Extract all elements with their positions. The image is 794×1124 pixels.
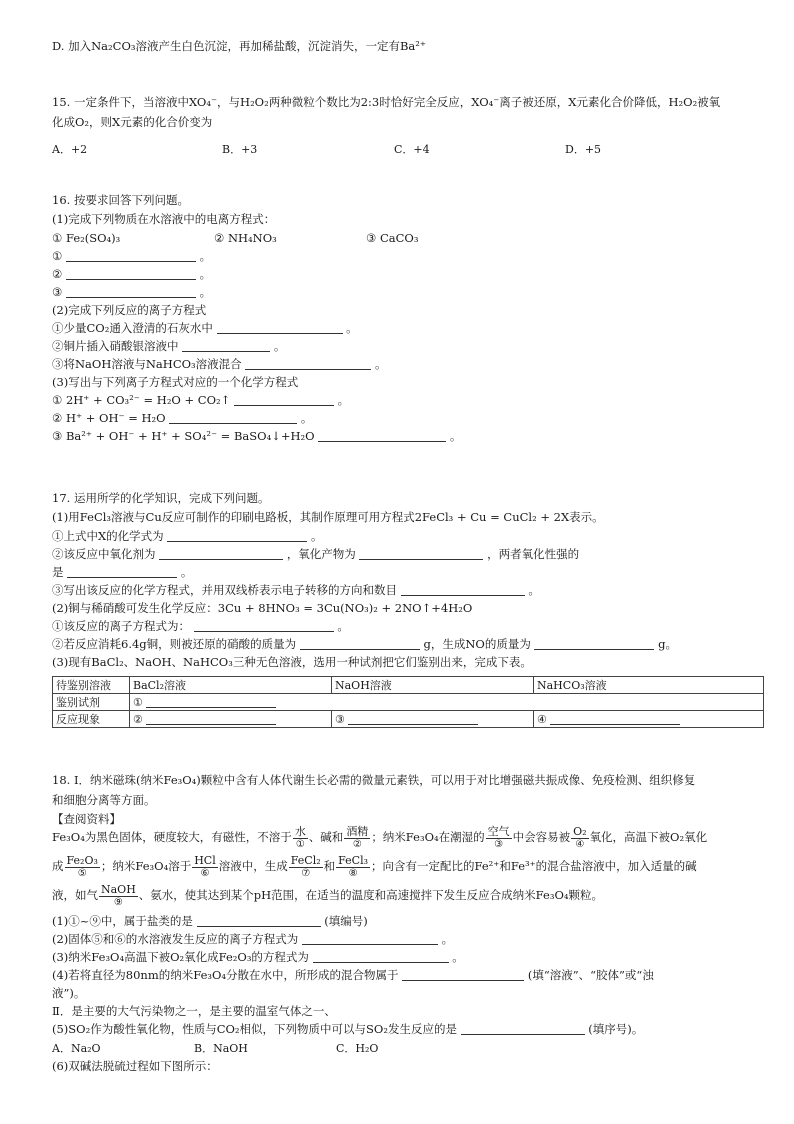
q18-q4-cont: 液”)。 bbox=[52, 986, 86, 1000]
q16-part3: (3)写出与下列离子方程式对应的一个化学方程式 bbox=[52, 375, 299, 389]
table-header: NaOH溶液 bbox=[332, 677, 534, 694]
q15-line2: 化成O₂，则X元素的化合价变为 bbox=[52, 115, 213, 129]
q16-part1: (1)完成下列物质在水溶液中的电离方程式： bbox=[52, 212, 276, 226]
table-header: 待鉴别溶液 bbox=[53, 677, 130, 694]
answer-blank[interactable] bbox=[167, 529, 307, 542]
q17-a2-cont: 是 。 bbox=[52, 565, 193, 579]
fraction-label: $\frac{\text{Fe₂O₃}}{\text{⑤}}$ bbox=[66, 853, 98, 879]
q18-q6: (6)双碱法脱硫过程如下图所示： bbox=[52, 1059, 218, 1073]
answer-blank[interactable] bbox=[66, 267, 196, 280]
q15-option-d: D．+5 bbox=[565, 143, 602, 156]
q16-answer-3: ③ 。 bbox=[52, 285, 212, 299]
answer-blank[interactable] bbox=[359, 547, 483, 560]
answer-blank[interactable] bbox=[66, 285, 196, 298]
table-header: BaCl₂溶液 bbox=[130, 677, 332, 694]
q16-e3: ③ Ba²⁺ + OH⁻ + H⁺ + SO₄²⁻ = BaSO₄↓+H₂O 。 bbox=[52, 429, 462, 443]
table-header-row bbox=[53, 677, 764, 694]
q16-r3: ③将NaOH溶液与NaHCO₃溶液混合 。 bbox=[52, 357, 387, 371]
phenomenon-cell[interactable]: ④ bbox=[534, 711, 764, 728]
answer-blank[interactable] bbox=[550, 712, 680, 725]
answer-blank[interactable] bbox=[217, 321, 343, 334]
answer-blank[interactable] bbox=[159, 547, 283, 560]
row-label: 反应现象 bbox=[53, 711, 130, 728]
answer-blank[interactable] bbox=[197, 914, 321, 927]
fraction-label: $\frac{\text{HCl}}{\text{⑥}}$ bbox=[194, 853, 216, 879]
q18-part2: Ⅱ．是主要的大气污染物之一，是主要的温室气体之一、 bbox=[52, 1004, 336, 1018]
q18-info-line2: 成 $\frac{\text{Fe₂O₃}}{\text{⑤}}$ ；纳米Fe₃O₄溶于 $\frac{\text{HCl}}{\text{⑥}}$ 溶液中，生成 $\frac{\text{FeCl₂}}{\text{⑦}}$ 和 $\frac{\text{FeCl₃}}{\text{⑧}}$ ；向含有一定配比的Fe²⁺和Fe³⁺的混合盐溶液中，加入适量的碱 bbox=[52, 853, 697, 879]
q18-q3: (3)纳米Fe₃O₄高温下被O₂氧化成Fe₂O₃的方程式为 。 bbox=[52, 950, 464, 964]
q17-title: 17. 运用所学的化学知识，完成下列问题。 bbox=[52, 491, 270, 505]
q18-info-line3: 液，如气 $\frac{\text{NaOH}}{\text{⑨}}$ 、氨水，使其达到某个pH范围，在适当的温度和高速搅拌下发生反应合成纳米Fe₃O₄颗粒。 bbox=[52, 882, 603, 908]
answer-blank[interactable] bbox=[146, 712, 276, 725]
answer-blank[interactable] bbox=[67, 565, 177, 578]
q16-r1: ①少量CO₂通入澄清的石灰水中 。 bbox=[52, 321, 358, 335]
answer-blank[interactable] bbox=[234, 393, 334, 406]
q15-option-b: B．+3 bbox=[222, 143, 258, 156]
q15-option-c: C．+4 bbox=[394, 143, 430, 156]
q18-option-c: C．H₂O bbox=[336, 1042, 379, 1055]
q18-line1: 18. Ⅰ．纳米磁珠(纳米Fe₃O₄)颗粒中含有人体代谢生长必需的微量元素铁，可以用于对比增强磁共振成像、免疫检测、组织修复 bbox=[52, 773, 696, 787]
q17-a2: ②该反应中氧化剂为 ，氧化产物为 ，两者氧化性强的 bbox=[52, 547, 580, 561]
answer-blank[interactable] bbox=[401, 583, 525, 596]
q18-option-b: B．NaOH bbox=[194, 1042, 248, 1055]
q16-e1: ① 2H⁺ + CO₃²⁻ = H₂O + CO₂↑ 。 bbox=[52, 393, 350, 407]
q17-b1: ①该反应的离子方程式为： 。 bbox=[52, 619, 349, 633]
q17-part1: (1)用FeCl₃溶液与Cu反应可制作的印刷电路板，其制作原理可用方程式2FeCl₃ + Cu = CuCl₂ + 2X表示。 bbox=[52, 510, 604, 524]
table-row bbox=[53, 694, 764, 711]
q18-q5: (5)SO₂作为酸性氧化物，性质与CO₂相似，下列物质中可以与SO₂发生反应的是 (填序号)。 bbox=[52, 1022, 644, 1036]
q16-answer-2: ② 。 bbox=[52, 267, 212, 281]
answer-blank[interactable] bbox=[146, 695, 276, 708]
q17-part2: (2)铜与稀硝酸可发生化学反应：3Cu + 8HNO₃ = 3Cu(NO₃)₂ + 2NO↑+4H₂O bbox=[52, 601, 473, 615]
answer-blank[interactable] bbox=[534, 637, 654, 650]
answer-blank[interactable] bbox=[348, 712, 478, 725]
answer-blank[interactable] bbox=[169, 411, 297, 424]
table-row bbox=[53, 711, 764, 728]
answer-blank[interactable] bbox=[194, 619, 334, 632]
q16-title: 16. 按要求回答下列问题。 bbox=[52, 193, 189, 207]
row-label: 鉴别试剂 bbox=[53, 694, 130, 711]
answer-blank[interactable] bbox=[300, 637, 420, 650]
fraction-label: $\frac{\text{FeCl₂}}{\text{⑦}}$ bbox=[290, 853, 321, 879]
q16-e2: ② H⁺ + OH⁻ = H₂O 。 bbox=[52, 411, 313, 425]
answer-blank[interactable] bbox=[245, 357, 371, 370]
answer-blank[interactable] bbox=[66, 249, 196, 262]
q17-b2: ②若反应消耗6.4g铜，则被还原的硝酸的质量为 g，生成NO的质量为 g。 bbox=[52, 637, 678, 651]
q18-q1: (1)①~⑨中，属于盐类的是 (填编号) bbox=[52, 914, 368, 928]
q16-part2: (2)完成下列反应的离子方程式 bbox=[52, 303, 207, 317]
table-header: NaHCO₃溶液 bbox=[534, 677, 764, 694]
q15-option-a: A．+2 bbox=[52, 143, 88, 156]
answer-blank[interactable] bbox=[318, 429, 446, 442]
fraction-label: $\frac{\text{O₂}}{\text{④}}$ bbox=[573, 824, 587, 850]
answer-blank[interactable] bbox=[461, 1022, 585, 1035]
fraction-label: $\frac{\text{酒精}}{\text{②}}$ bbox=[346, 824, 369, 850]
q18-line2: 和细胞分离等方面。 bbox=[52, 793, 156, 807]
fraction-label: $\frac{\text{水}}{\text{①}}$ bbox=[294, 824, 306, 850]
q18-q2: (2)固体⑤和⑥的水溶液发生反应的离子方程式为 。 bbox=[52, 932, 454, 946]
answer-blank[interactable] bbox=[313, 950, 449, 963]
q18-q4: (4)若将直径为80nm的纳米Fe₃O₄分散在水中，所形成的混合物属于 (填“溶液”、“胶体”或“浊 bbox=[52, 968, 654, 982]
answer-blank[interactable] bbox=[402, 968, 524, 981]
fraction-label: $\frac{\text{空气}}{\text{③}}$ bbox=[487, 824, 510, 850]
q18-option-a: A．Na₂O bbox=[52, 1042, 101, 1055]
q17-part3: (3)现有BaCl₂、NaOH、NaHCO₃三种无色溶液，选用一种试剂把它们鉴别出来，完成下表。 bbox=[52, 655, 532, 669]
q17-a1: ①上式中X的化学式为 。 bbox=[52, 529, 323, 543]
q16-answer-1: ① 。 bbox=[52, 249, 212, 263]
q17-a3: ③写出该反应的化学方程式，并用双线桥表示电子转移的方向和数目 。 bbox=[52, 583, 540, 597]
q18-info-heading: 【查阅资料】 bbox=[52, 812, 121, 826]
q16-item-3: ③ CaCO₃ bbox=[366, 231, 419, 245]
answer-blank[interactable] bbox=[302, 932, 438, 945]
phenomenon-cell[interactable]: ② bbox=[130, 711, 332, 728]
answer-blank[interactable] bbox=[182, 339, 270, 352]
reagent-cell[interactable]: ① bbox=[130, 694, 764, 711]
q17-identification-table bbox=[52, 676, 764, 728]
phenomenon-cell[interactable]: ③ bbox=[332, 711, 534, 728]
q14-option-d: D. 加入Na₂CO₃溶液产生白色沉淀，再加稀盐酸，沉淀消失，一定有Ba²⁺ bbox=[52, 39, 426, 53]
q16-item-1: ① Fe₂(SO₄)₃ bbox=[52, 231, 121, 245]
fraction-label: $\frac{\text{FeCl₃}}{\text{⑧}}$ bbox=[338, 853, 369, 879]
q16-item-2: ② NH₄NO₃ bbox=[214, 231, 277, 245]
q16-r2: ②铜片插入硝酸银溶液中 。 bbox=[52, 339, 286, 353]
q15-line1: 15. 一定条件下，当溶液中XO₄⁻，与H₂O₂两种微粒个数比为2:3时恰好完全反应，XO₄⁻离子被还原，X元素化合价降低，H₂O₂被氧 bbox=[52, 95, 721, 109]
fraction-label: $\frac{\text{NaOH}}{\text{⑨}}$ bbox=[101, 882, 136, 908]
q18-info-line1: Fe₃O₄为黑色固体，硬度较大，有磁性，不溶于 $\frac{\text{水}}{\text{①}}$ 、碱和 $\frac{\text{酒精}}{\text{②}}$ ；纳米Fe₃O₄在潮湿的 $\frac{\text{空气}}{\text{③}}$ 中会容易被 $\frac{\text{O₂}}{\text{④}}$ 氧化，高温下被O₂氧化 bbox=[52, 824, 708, 850]
